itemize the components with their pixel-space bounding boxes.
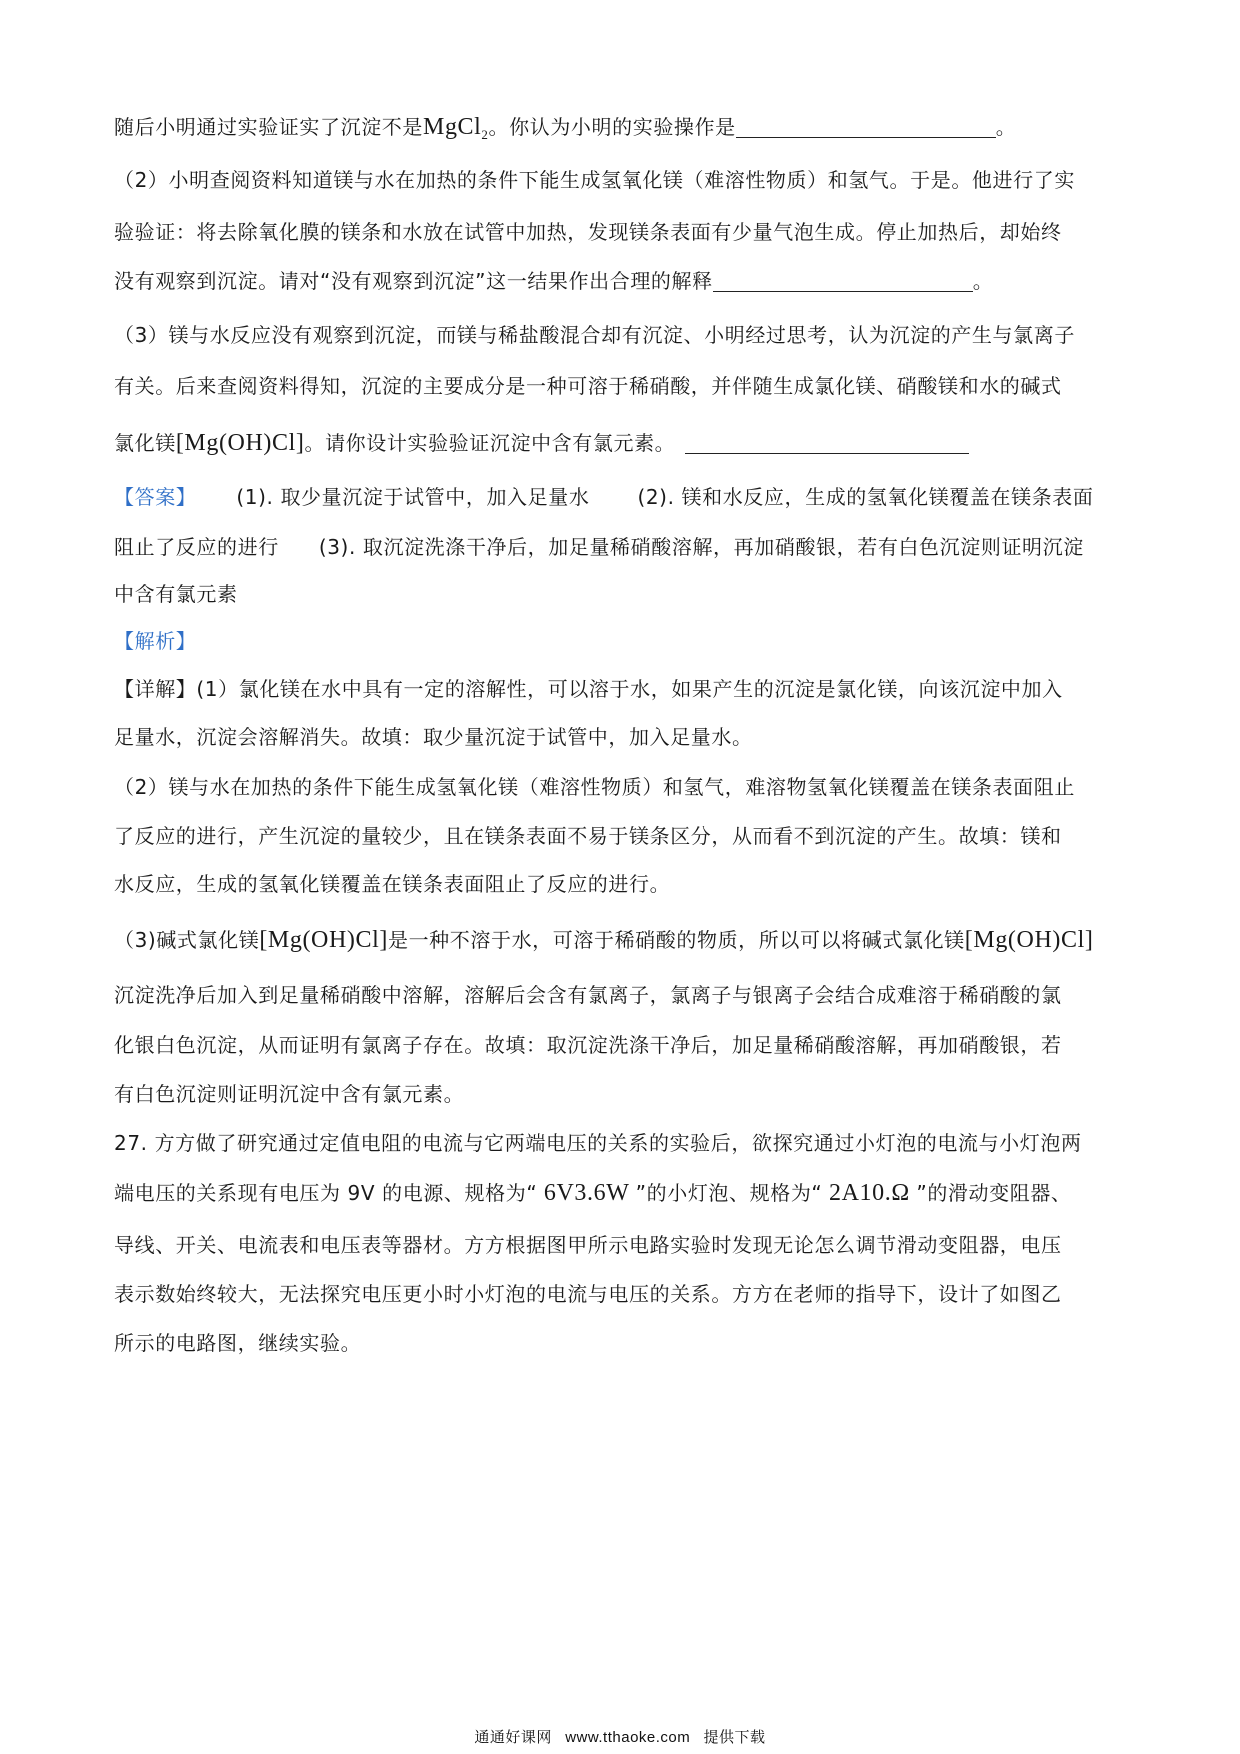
q27-text-post: ”的滑动变阻器、 xyxy=(916,1181,1072,1205)
q26-part3-question: 。请你设计实验验证沉淀中含有氯元素。 xyxy=(304,431,676,455)
rheostat-spec: 2A10.Ω xyxy=(822,1180,917,1206)
answer-blank-3[interactable] xyxy=(685,433,969,454)
detail-2-line2: 了反应的进行，产生沉淀的量较少，且在镁条表面不易于镁条区分，从而看不到沉淀的产生。故填：镁和 xyxy=(114,824,1062,848)
detail-3-text-mid: 是一种不溶于水，可溶于稀硝酸的物质，所以可以将碱式氯化镁 xyxy=(387,928,965,952)
detail-2-line3: 水反应，生成的氢氧化镁覆盖在镁条表面阻止了反应的进行。 xyxy=(114,872,671,896)
answer-blank-1[interactable] xyxy=(736,117,996,138)
q26-part1-text: 随后小明通过实验证实了沉淀不是 xyxy=(114,115,423,139)
q26-part2-text: 没有观察到沉淀。请对“没有观察到沉淀”这一结果作出合理的解释 xyxy=(114,269,713,293)
detail-2-line1: （2）镁与水在加热的条件下能生成氢氧化镁（难溶性物质）和氢气，难溶物氢氧化镁覆盖在镁条表面阻止 xyxy=(114,775,1075,799)
footer-url[interactable]: www.tthaoke.com xyxy=(565,1729,691,1746)
punctuation: 。 xyxy=(972,269,994,293)
answer-tag: 【答案】 xyxy=(114,485,197,509)
q27-line1: 27. 方方做了研究通过定值电阻的电流与它两端电压的关系的实验后，欲探究通过小灯泡的电流与小灯泡两 xyxy=(114,1131,1082,1155)
detail-3-line4: 有白色沉淀则证明沉淀中含有氯元素。 xyxy=(114,1082,465,1106)
answer-2-cont: 阻止了反应的进行 xyxy=(114,535,279,559)
q27-text-mid: ”的小灯泡、规格为“ xyxy=(635,1181,823,1205)
answer-line3: 中含有氯元素 xyxy=(114,582,238,606)
answer-blank-2[interactable] xyxy=(713,271,973,292)
punctuation: 。 xyxy=(995,115,1017,139)
footer-note: 提供下载 xyxy=(703,1728,766,1746)
formula-subscript: 2 xyxy=(481,127,489,142)
answer-line1 xyxy=(114,482,1094,512)
q26-part2-line2: 验验证：将去除氧化膜的镁条和水放在试管中加热，发现镁条表面有少量气泡生成。停止加热后，却始终 xyxy=(114,220,1062,244)
formula-mgcl2: MgCl xyxy=(423,114,482,140)
answer-1: (1). 取少量沉淀于试管中，加入足量水 xyxy=(236,485,590,509)
formula-mg-oh-cl: [Mg(OH)Cl] xyxy=(175,430,305,456)
q27-line2 xyxy=(114,1178,1072,1208)
footer-site-name: 通通好课网 xyxy=(474,1728,552,1746)
detail-3-line1 xyxy=(114,925,1093,955)
q26-part2-line1: （2）小明查阅资料知道镁与水在加热的条件下能生成氢氧化镁（难溶性物质）和氢气。于是。他进行了实 xyxy=(114,168,1075,192)
detail-3-line3: 化银白色沉淀，从而证明有氯离子存在。故填：取沉淀洗涤干净后，加足量稀硝酸溶解，再加硝酸银，若 xyxy=(114,1033,1062,1057)
q27-text: 端电压的关系现有电压为 9V 的电源、规格为“ xyxy=(114,1181,538,1205)
analysis-tag: 【解析】 xyxy=(114,629,197,653)
q26-part3-line2: 有关。后来查阅资料得知，沉淀的主要成分是一种可溶于稀硝酸，并伴随生成氯化镁、硝酸镁和水的碱式 xyxy=(114,374,1062,398)
detail-1-line2: 足量水，沉淀会溶解消失。故填：取少量沉淀于试管中，加入足量水。 xyxy=(114,725,753,749)
q26-part1-line xyxy=(114,112,1016,150)
q26-part3-text: 氯化镁 xyxy=(114,431,176,455)
q26-part3-line1: （3）镁与水反应没有观察到沉淀，而镁与稀盐酸混合却有沉淀、小明经过思考，认为沉淀的产生与氯离子 xyxy=(114,323,1075,347)
formula-mg-oh-cl: [Mg(OH)Cl] xyxy=(964,927,1094,953)
formula-mg-oh-cl: [Mg(OH)Cl] xyxy=(259,927,388,953)
q27-line3: 导线、开关、电流表和电压表等器材。方方根据图甲所示电路实验时发现无论怎么调节滑动变阻器，电压 xyxy=(114,1233,1062,1257)
q26-part2-line3 xyxy=(114,266,993,296)
q26-part3-line3 xyxy=(114,428,969,458)
q26-part1-question: 。你认为小明的实验操作是 xyxy=(488,115,736,139)
detail-3-text: （3)碱式氯化镁 xyxy=(114,928,260,952)
answer-line2 xyxy=(114,532,1084,562)
page-footer xyxy=(0,1726,1240,1747)
answer-3: (3). 取沉淀洗涤干净后，加足量稀硝酸溶解，再加硝酸银，若有白色沉淀则证明沉淀 xyxy=(318,535,1084,559)
answer-2: (2). 镁和水反应，生成的氢氧化镁覆盖在镁条表面 xyxy=(637,485,1094,509)
detail-3-line2: 沉淀洗净后加入到足量稀硝酸中溶解，溶解后会含有氯离子，氯离子与银离子会结合成难溶于稀硝酸的氯 xyxy=(114,983,1062,1007)
lamp-spec: 6V3.6W xyxy=(537,1180,636,1206)
detail-1-line1: 【详解】(1）氯化镁在水中具有一定的溶解性，可以溶于水，如果产生的沉淀是氯化镁，向该沉淀中加入 xyxy=(114,677,1063,701)
q27-line5: 所示的电路图，继续实验。 xyxy=(114,1331,362,1355)
q27-line4: 表示数始终较大，无法探究电压更小时小灯泡的电流与电压的关系。方方在老师的指导下，设计了如图乙 xyxy=(114,1282,1062,1306)
